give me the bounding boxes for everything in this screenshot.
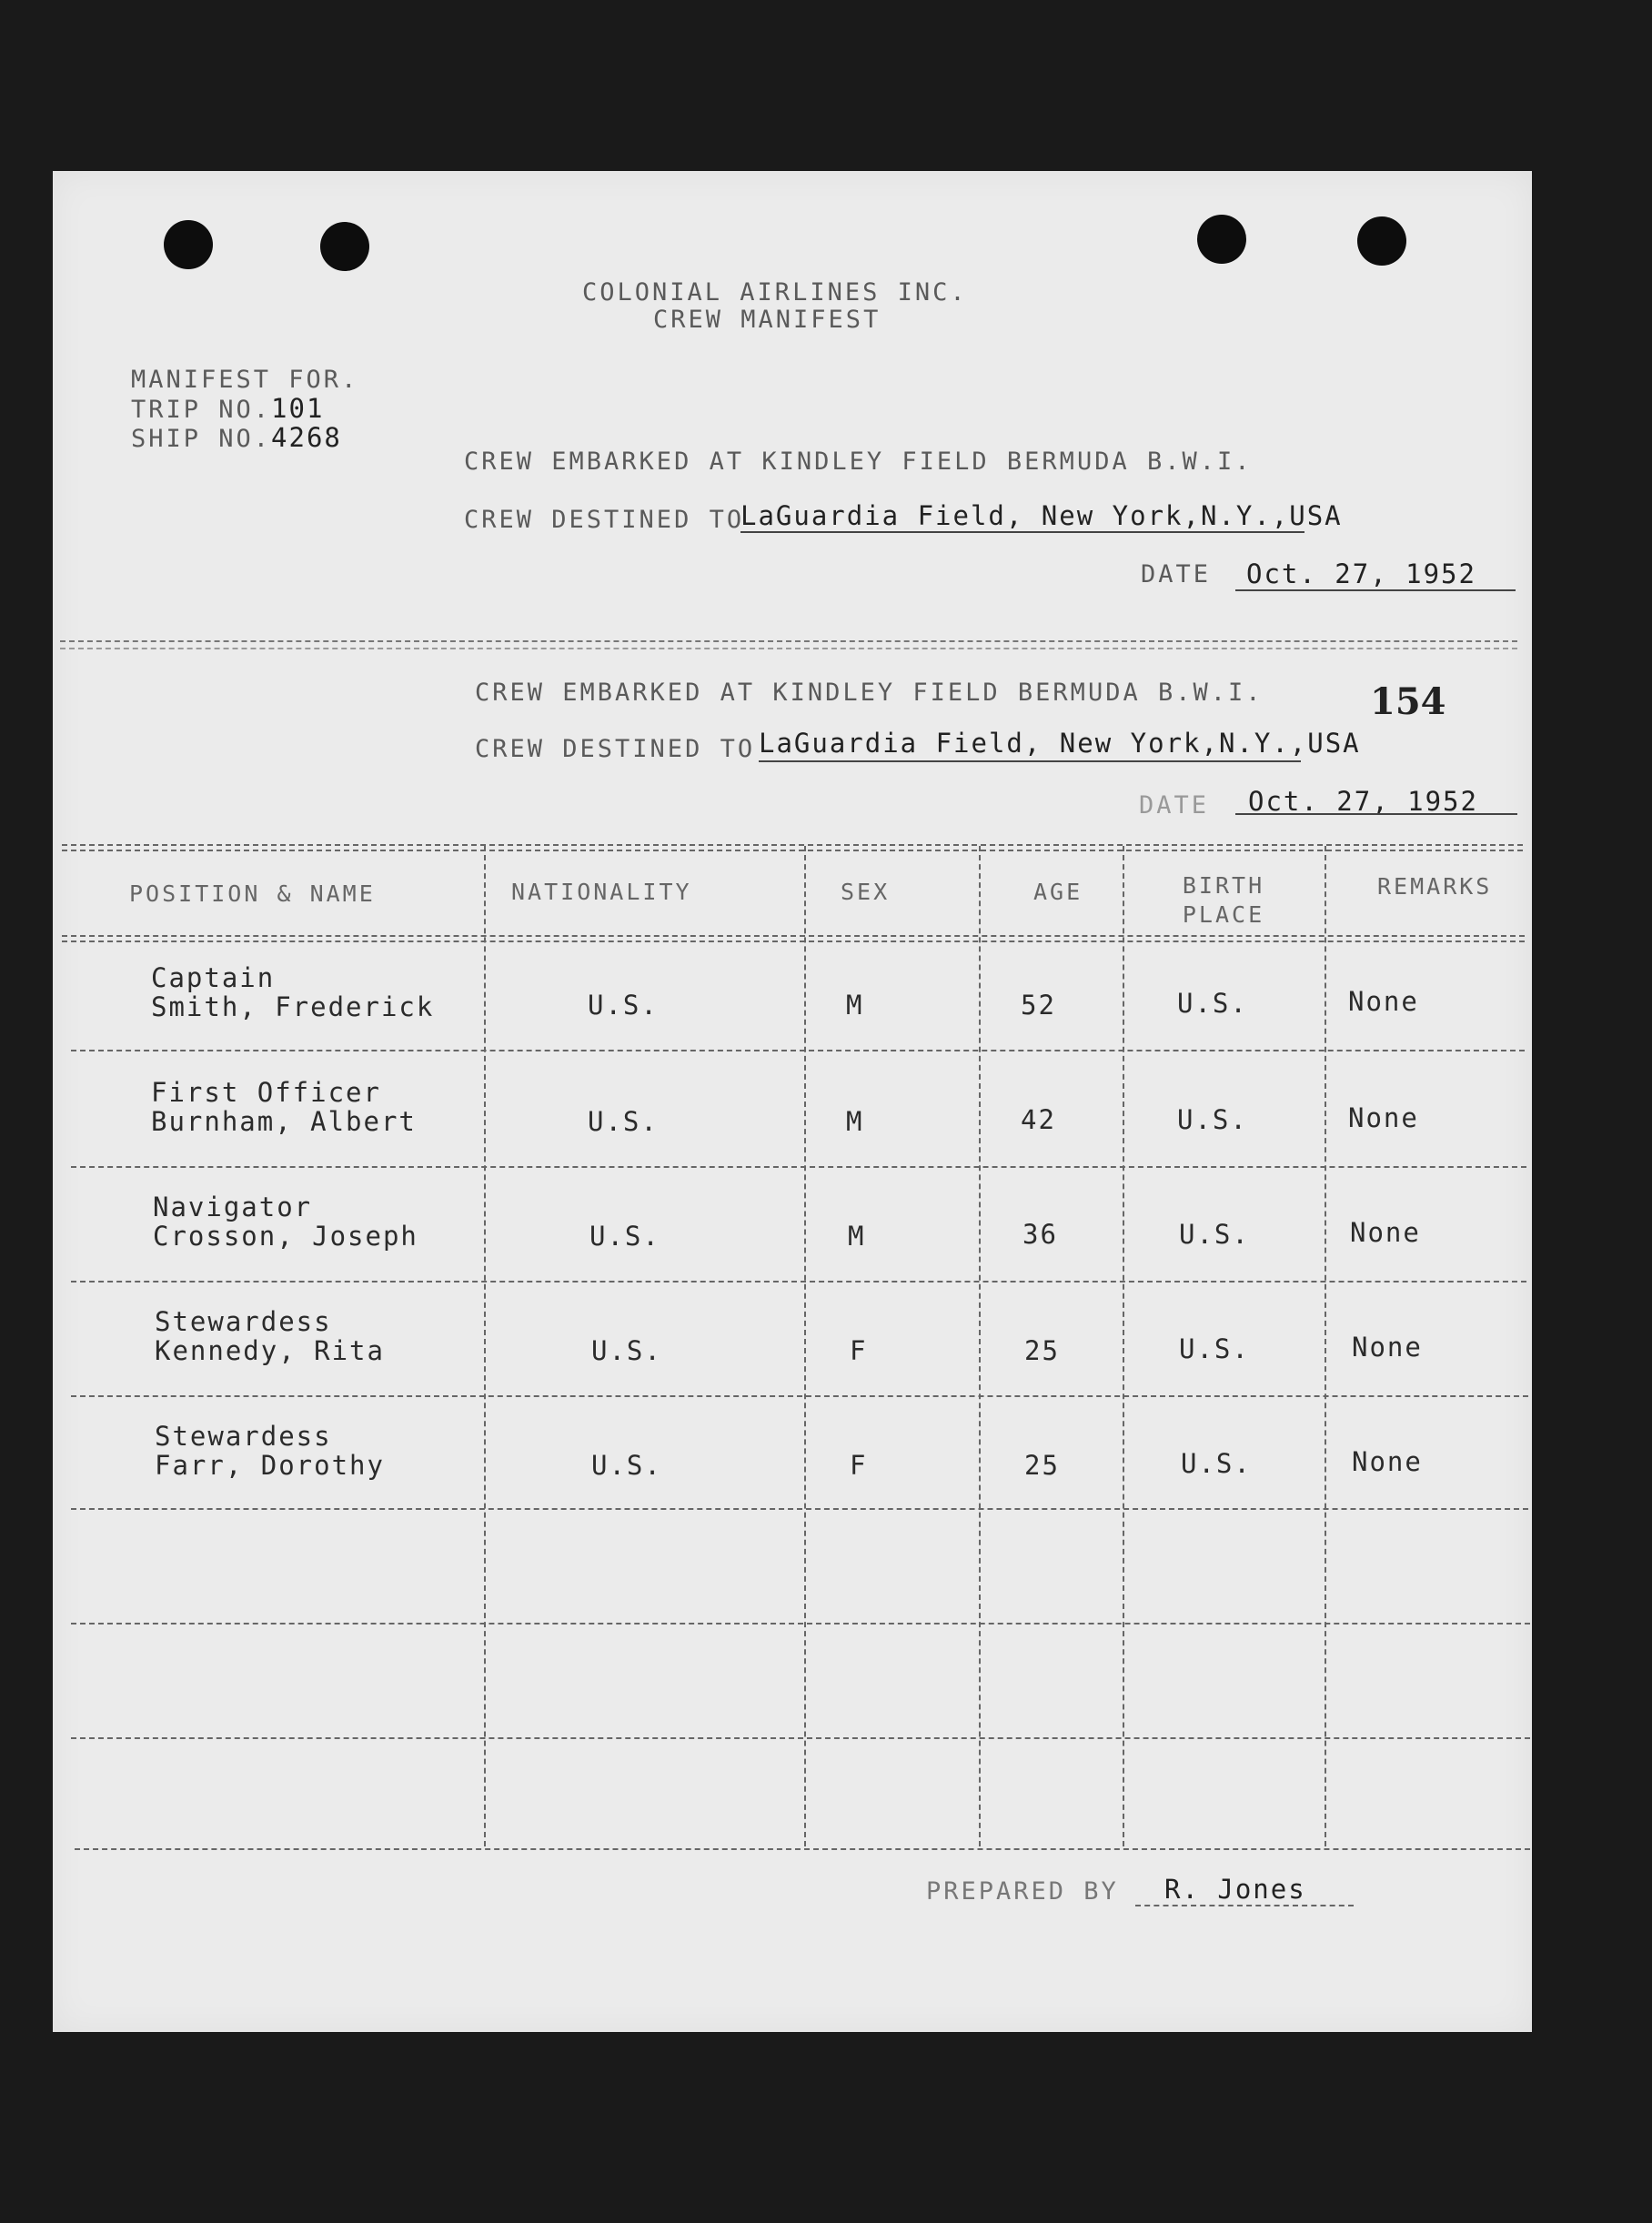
- crew-position: Stewardess: [155, 1306, 332, 1337]
- manifest-for-label: MANIFEST FOR.: [131, 366, 359, 394]
- col-header-position-name: POSITION & NAME: [129, 880, 376, 907]
- crew-birthplace: U.S.: [1181, 1448, 1252, 1479]
- row-divider: [71, 1050, 1525, 1051]
- destined-underline-2: [759, 760, 1301, 762]
- date-underline-2: [1235, 813, 1517, 815]
- column-divider: [484, 846, 486, 1846]
- crew-sex: M: [846, 1106, 864, 1137]
- crew-position: First Officer: [151, 1077, 381, 1108]
- ship-number: [131, 422, 342, 453]
- row-divider: [71, 1166, 1526, 1168]
- row-divider: [71, 1737, 1530, 1739]
- date-value-2: Oct. 27, 1952: [1248, 786, 1478, 817]
- crew-nationality: U.S.: [591, 1450, 662, 1481]
- ship-value: 4268: [271, 422, 342, 453]
- column-divider: [804, 846, 806, 1846]
- page-number: 154: [1370, 680, 1446, 723]
- crew-sex: F: [850, 1335, 868, 1366]
- crew-birthplace: U.S.: [1177, 1104, 1248, 1135]
- row-divider: [71, 1281, 1526, 1282]
- crew-sex: F: [850, 1450, 868, 1481]
- row-divider: [71, 1623, 1530, 1624]
- crew-sex: M: [846, 990, 864, 1021]
- crew-remarks: None: [1350, 1217, 1421, 1248]
- embarked-line-2: CREW EMBARKED AT KINDLEY FIELD BERMUDA B.W.I.: [475, 679, 1264, 707]
- column-divider: [1123, 846, 1124, 1846]
- table-border-top: [62, 844, 1523, 846]
- crew-name: Crosson, Joseph: [153, 1221, 418, 1252]
- table-border-bottom: [75, 1848, 1530, 1850]
- crew-position: Captain: [151, 962, 276, 993]
- date-underline-1: [1235, 589, 1516, 591]
- document-title: CREW MANIFEST: [653, 306, 881, 334]
- punch-hole: [1197, 215, 1246, 264]
- crew-birthplace: U.S.: [1179, 1219, 1250, 1250]
- crew-name: Burnham, Albert: [151, 1106, 417, 1137]
- crew-age: 25: [1024, 1335, 1060, 1366]
- crew-nationality: U.S.: [588, 990, 659, 1021]
- row-divider: [71, 1508, 1528, 1510]
- crew-birthplace: U.S.: [1179, 1333, 1250, 1364]
- embarked-line-1: CREW EMBARKED AT KINDLEY FIELD BERMUDA B.W.I.: [464, 448, 1253, 476]
- date-value-1: Oct. 27, 1952: [1246, 558, 1476, 589]
- col-header-birthplace: BIRTH PLACE: [1182, 872, 1265, 928]
- crew-age: 42: [1021, 1104, 1056, 1135]
- prepared-by-value: R. Jones: [1164, 1874, 1306, 1905]
- destined-label-2: CREW DESTINED TO: [475, 735, 756, 763]
- crew-name: Smith, Frederick: [151, 991, 435, 1022]
- punch-hole: [1357, 216, 1406, 266]
- company-name: COLONIAL AIRLINES INC.: [582, 278, 968, 307]
- crew-name: Farr, Dorothy: [155, 1450, 385, 1481]
- punch-hole: [320, 222, 369, 271]
- crew-age: 25: [1024, 1450, 1060, 1481]
- crew-nationality: U.S.: [591, 1335, 662, 1366]
- crew-age: 52: [1021, 990, 1056, 1021]
- prepared-by-underline: [1135, 1905, 1354, 1906]
- date-label-2: DATE: [1139, 791, 1210, 820]
- col-header-sex: SEX: [841, 879, 891, 905]
- destined-value-1: LaGuardia Field, New York,N.Y.,USA: [740, 500, 1343, 531]
- header-divider: [62, 940, 1525, 942]
- crew-name: Kennedy, Rita: [155, 1335, 385, 1366]
- manifest-page: [53, 171, 1532, 2032]
- crew-remarks: None: [1348, 986, 1419, 1017]
- destined-label-1: CREW DESTINED TO: [464, 506, 745, 534]
- section-separator: [60, 640, 1517, 649]
- col-header-remarks: REMARKS: [1377, 873, 1493, 900]
- destined-value-2: LaGuardia Field, New York,N.Y.,USA: [759, 728, 1361, 759]
- crew-birthplace: U.S.: [1177, 988, 1248, 1019]
- crew-nationality: U.S.: [588, 1106, 659, 1137]
- header-divider: [62, 935, 1525, 937]
- trip-number: [131, 393, 324, 424]
- col-header-age: AGE: [1033, 879, 1083, 905]
- crew-remarks: None: [1348, 1102, 1419, 1133]
- trip-label: TRIP NO.: [131, 396, 272, 424]
- crew-position: Stewardess: [155, 1421, 332, 1452]
- crew-age: 36: [1022, 1219, 1058, 1250]
- prepared-by-label: PREPARED BY: [926, 1877, 1119, 1906]
- column-divider: [1325, 846, 1326, 1846]
- crew-remarks: None: [1352, 1446, 1423, 1477]
- ship-label: SHIP NO.: [131, 425, 272, 453]
- table-border-top: [62, 850, 1523, 851]
- row-divider: [71, 1395, 1528, 1397]
- date-label-1: DATE: [1141, 560, 1212, 588]
- crew-remarks: None: [1352, 1332, 1423, 1363]
- column-divider: [979, 846, 981, 1846]
- punch-hole: [164, 220, 213, 269]
- crew-sex: M: [848, 1221, 866, 1252]
- trip-value: 101: [271, 393, 325, 424]
- crew-position: Navigator: [153, 1192, 313, 1222]
- destined-underline-1: [740, 531, 1304, 533]
- crew-nationality: U.S.: [589, 1221, 660, 1252]
- col-header-nationality: NATIONALITY: [511, 879, 692, 905]
